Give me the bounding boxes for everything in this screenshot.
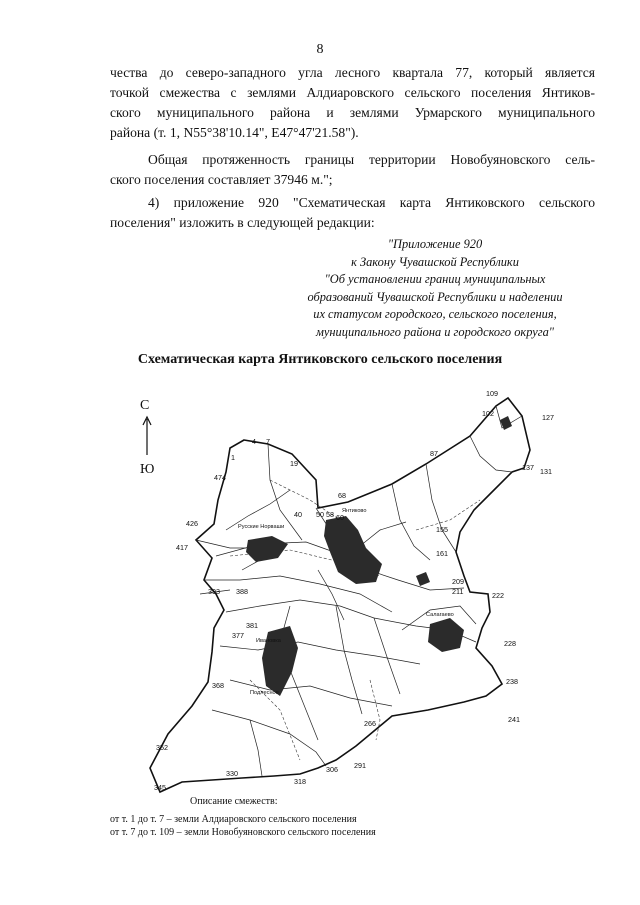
point-label: 1 [231,453,235,462]
village-label: Салагаево [426,612,454,618]
point-label: 345 [154,783,166,792]
point-label: 127 [542,413,554,422]
point-label: 393 [208,587,220,596]
point-label: 330 [226,769,238,778]
point-label: 68 [338,491,346,500]
appendix-quote [290,236,580,341]
compass-north: С [140,398,150,413]
quote-line: "Об установлении границ муниципальных [324,272,546,286]
quote-line: "Приложение 920 [387,237,483,251]
paragraph-total-length [110,150,595,190]
point-label: 238 [506,677,518,686]
text-line: Общая протяженность границы территории Новобуяновского сель- [148,152,595,167]
point-label: 417 [176,543,188,552]
map-title: Схематическая карта Янтиковского сельского поселения [137,352,503,367]
point-label: 102 [482,409,494,418]
point-label: 474 [214,473,226,482]
point-label: 222 [492,591,504,600]
point-label: 4 [252,437,256,446]
point-label: 19 [290,459,298,468]
village-label: Подлесное [250,690,279,696]
point-label: 161 [436,549,448,558]
village-label: Ивановка [256,638,281,644]
point-label: 155 [436,525,448,534]
paragraph-boundary-end [110,63,595,143]
point-label: 137 [522,463,534,472]
point-label: 60 [336,513,344,522]
point-label: 377 [232,631,244,640]
point-label: 266 [364,719,376,728]
point-label: 7 [266,437,270,446]
point-label: 209 [452,577,464,586]
point-label: 426 [186,519,198,528]
point-label: 352 [156,743,168,752]
settlement-boundary [150,398,530,792]
point-label: 381 [246,621,258,630]
text-line: ского муниципального района и землями Урмарского муниципального [110,105,595,120]
adjacency-line: от т. 7 до т. 109 – земли Новобуяновского сельского поселения [110,827,376,838]
quote-line: к Закону Чувашской Республики [351,254,519,269]
text-line: 4) приложение 920 "Схематическая карта Янтиковского сельского [148,195,595,210]
point-label: 318 [294,777,306,786]
paragraph-appendix-920 [110,193,595,233]
compass-south: Ю [140,462,155,477]
adjacency-line: от т. 1 до т. 7 – земли Алдиаровского сельского поселения [110,814,357,825]
page-number: 8 [316,42,324,57]
text-line: ского поселения составляет 37946 м."; [110,172,333,187]
text-line: района (т. 1, N55°38'10.14", E47°47'21.58"). [110,125,359,140]
text-line: поселения" изложить в следующей редакции: [110,215,375,230]
point-label: 50 [316,510,324,519]
point-label: 58 [326,510,334,519]
quote-line: муниципального района и городского округа" [316,324,554,339]
point-label: 388 [236,587,248,596]
adjacency-heading: Описание смежеств: [190,796,278,807]
text-line: чества до северо-западного угла лесного квартала 77, который является [110,65,595,80]
quote-line: их статусом городского, сельского поселения, [313,307,557,321]
point-label: 368 [212,681,224,690]
schematic-map [130,380,570,800]
point-label: 109 [486,389,498,398]
point-label: 211 [452,587,464,596]
quote-line: образований Чувашской Республики и наделении [307,289,563,304]
point-label: 228 [504,639,516,648]
point-label: 40 [294,510,302,519]
village-label: Янтиково [342,508,367,514]
point-label: 131 [540,467,552,476]
point-label: 306 [326,765,338,774]
point-label: 87 [430,449,438,458]
point-label: 241 [508,715,520,724]
point-label: 291 [354,761,366,770]
text-line: точкой смежества с землями Алдиаровского сельского поселения Янтиков- [110,85,595,100]
village-label: Русские Норваши [238,524,285,530]
